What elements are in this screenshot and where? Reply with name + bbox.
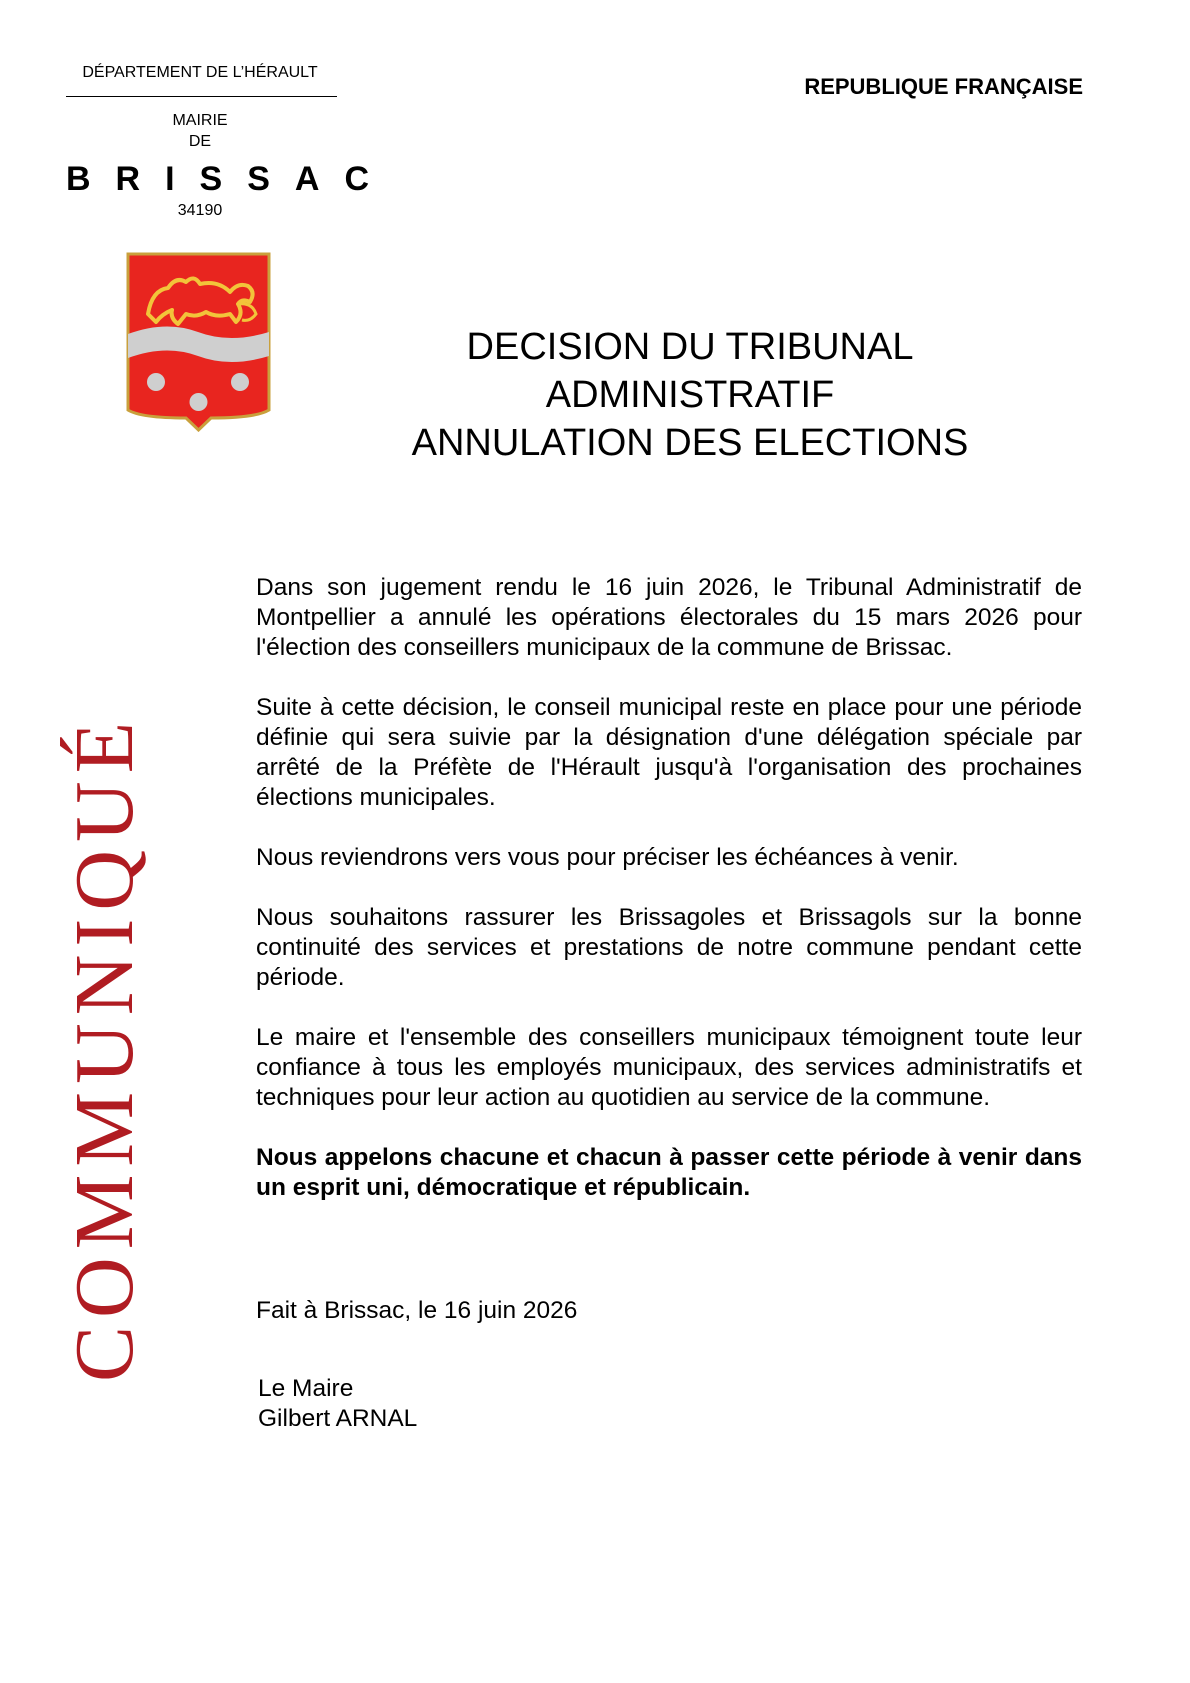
department-label: DÉPARTEMENT DE L’HÉRAULT <box>82 64 318 81</box>
town-name: BRISSAC <box>66 160 395 198</box>
paragraph: Nous souhaitons rassurer les Brissagoles et Brissagols sur la bonne continuité des services et prestations de notre commune pendant cette période. <box>256 904 1082 991</box>
republic-label: REPUBLIQUE FRANÇAISE <box>804 74 1083 99</box>
place-and-date: Fait à Brissac, le 16 juin 2026 <box>256 1297 578 1324</box>
title-line-2: ADMINISTRATIF <box>545 374 835 416</box>
signature-role: Le Maire <box>258 1375 354 1402</box>
page-title <box>380 323 1000 467</box>
communique-side-label: COMMUNIQUÉ <box>58 714 151 1382</box>
paragraph: Suite à cette décision, le conseil municipal reste en place pour une période définie qui sera suivie par la désignation d'une délégation spéciale par arrêté de la Préfète de l'Hérault jusqu'à l'organisation des prochaines élections municipales. <box>256 694 1082 811</box>
crest-roundel <box>231 373 249 391</box>
paragraph: Le maire et l'ensemble des conseillers municipaux témoignent toute leur confiance à tous les employés municipaux, des services administratifs et techniques pour leur action au quotidien au service de la commune. <box>256 1024 1082 1111</box>
coat-of-arms-icon <box>126 252 271 432</box>
communique-body <box>256 573 1082 1233</box>
mairie-label <box>66 110 334 152</box>
postcode: 34190 <box>177 202 223 219</box>
signature-block <box>258 1374 417 1434</box>
paragraph: Dans son jugement rendu le 16 juin 2026, le Tribunal Administratif de Montpellier a annulé les opérations électorales du 15 mars 2026 pour l'élection des conseillers municipaux de la commune de Brissac. <box>256 574 1082 661</box>
signature-name: Gilbert ARNAL <box>258 1405 418 1432</box>
crest-roundel <box>147 373 165 391</box>
mairie-line-1: MAIRIE <box>172 112 228 129</box>
paragraph: Nous reviendrons vers vous pour préciser les échéances à venir. <box>256 844 959 871</box>
department-divider <box>66 96 337 97</box>
mairie-line-2: DE <box>188 133 212 150</box>
crest-roundel <box>190 393 208 411</box>
closing-appeal: Nous appelons chacune et chacun à passer cette période à venir dans un esprit uni, démocratique et républicain. <box>256 1144 1082 1201</box>
title-line-3: ANNULATION DES ELECTIONS <box>411 422 969 464</box>
title-line-1: DECISION DU TRIBUNAL <box>466 326 914 368</box>
